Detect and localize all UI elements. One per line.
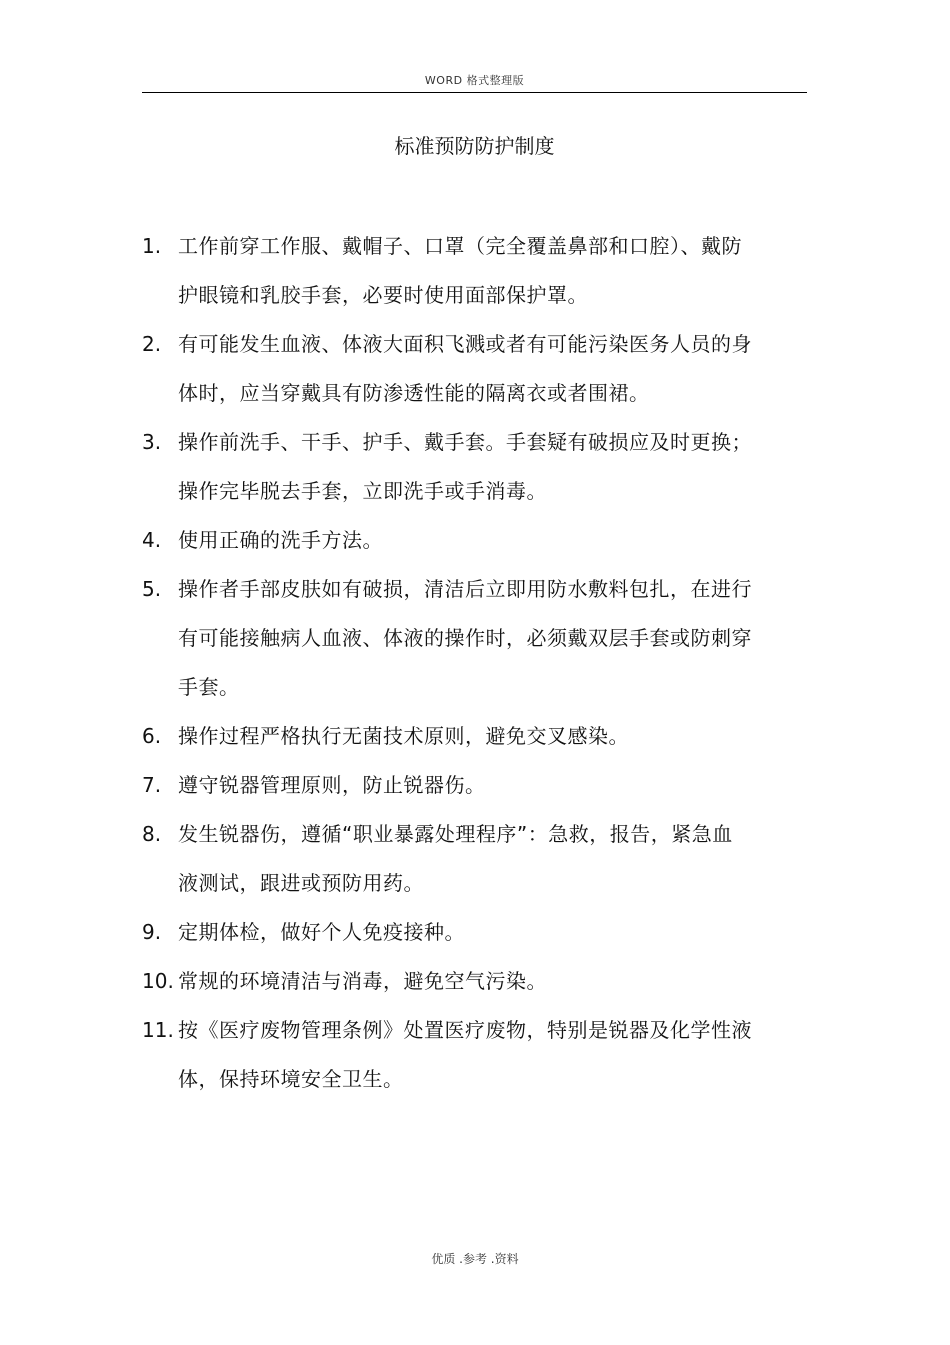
item-number: 11. bbox=[142, 1018, 174, 1042]
item-text: 使用正确的洗手方法。 bbox=[178, 528, 383, 552]
item-number: 5. bbox=[142, 577, 162, 601]
list-item bbox=[142, 908, 762, 957]
item-text: 操作前洗手、干手、护手、戴手套。手套疑有破损应及时更换；操作完毕脱去手套，立即洗手或手消毒。 bbox=[178, 430, 752, 503]
list-item bbox=[142, 810, 762, 908]
item-number: 10. bbox=[142, 969, 174, 993]
item-text: 常规的环境清洁与消毒，避免空气污染。 bbox=[178, 969, 547, 993]
item-text: 操作者手部皮肤如有破损，清洁后立即用防水敷料包扎，在进行有可能接触病人血液、体液的操作时，必须戴双层手套或防刺穿手套。 bbox=[178, 577, 752, 699]
item-number: 8. bbox=[142, 822, 162, 846]
regulation-list bbox=[142, 222, 762, 1104]
item-text: 遵守锐器管理原则，防止锐器伤。 bbox=[178, 773, 486, 797]
item-number: 1. bbox=[142, 234, 162, 258]
item-text: 发生锐器伤，遵循“职业暴露处理程序”：急救，报告，紧急血液测试，跟进或预防用药。 bbox=[178, 822, 733, 895]
list-item bbox=[142, 222, 762, 320]
list-item bbox=[142, 712, 762, 761]
item-number: 7. bbox=[142, 773, 162, 797]
item-number: 3. bbox=[142, 430, 162, 454]
page-header bbox=[142, 68, 807, 93]
header-text: WORD 格式整理版 bbox=[424, 74, 525, 87]
list-item bbox=[142, 516, 762, 565]
item-number: 4. bbox=[142, 528, 162, 552]
list-item bbox=[142, 320, 762, 418]
item-number: 9. bbox=[142, 920, 162, 944]
list-item bbox=[142, 761, 762, 810]
item-text: 操作过程严格执行无菌技术原则，避免交叉感染。 bbox=[178, 724, 629, 748]
list-item bbox=[142, 418, 762, 516]
document-title: 标准预防防护制度 bbox=[394, 134, 555, 158]
item-text: 有可能发生血液、体液大面积飞溅或者有可能污染医务人员的身体时，应当穿戴具有防渗透性能的隔离衣或者围裙。 bbox=[178, 332, 752, 405]
item-text: 按《医疗废物管理条例》处置医疗废物，特别是锐器及化学性液体，保持环境安全卫生。 bbox=[178, 1018, 752, 1091]
page-footer: 优质 .参考 .资料 bbox=[431, 1252, 519, 1266]
item-number: 2. bbox=[142, 332, 162, 356]
list-item bbox=[142, 1006, 762, 1104]
list-item bbox=[142, 565, 762, 712]
item-text: 定期体检，做好个人免疫接种。 bbox=[178, 920, 465, 944]
list-item bbox=[142, 957, 762, 1006]
item-text: 工作前穿工作服、戴帽子、口罩（完全覆盖鼻部和口腔）、戴防护眼镜和乳胶手套，必要时使用面部保护罩。 bbox=[178, 234, 742, 307]
item-number: 6. bbox=[142, 724, 162, 748]
